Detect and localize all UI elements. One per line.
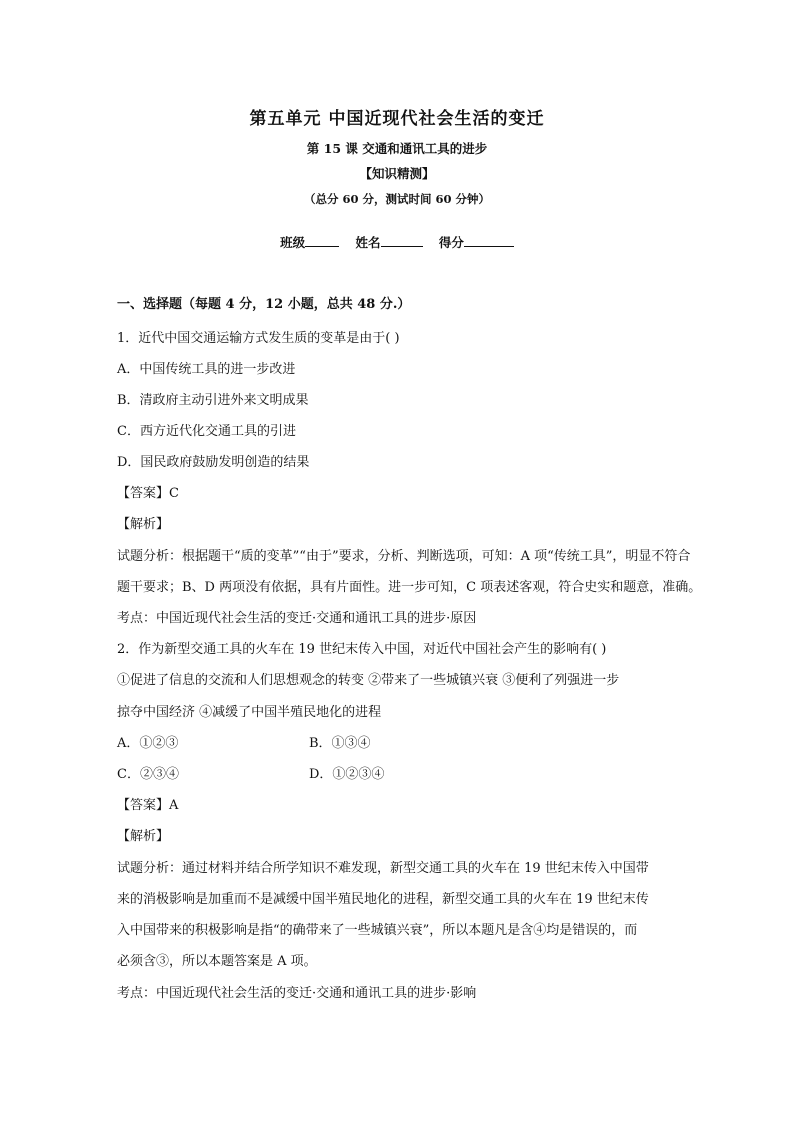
q1-option-b: B．清政府主动引进外来文明成果 (117, 393, 309, 408)
q1-stem: 1．近代中国交通运输方式发生质的变革是由于( ) (117, 331, 400, 346)
q2-option-b: B．①③④ (309, 736, 371, 751)
q2-option-a: A．①②③ (117, 736, 179, 751)
name-field[interactable] (355, 235, 422, 250)
q2-answer: 【答案】A (117, 798, 179, 813)
name-label: 姓名 (355, 235, 381, 250)
q1-analysis-line-2: 题干要求；B、D 两项没有依据，具有片面性。进一步可知，C 项表述客观，符合史实和题意，准确。 (117, 580, 702, 595)
q2-analysis-line-4: 必须含③，所以本题答案是 A 项。 (117, 954, 317, 969)
q2-analysis-line-1: 试题分析：通过材料并结合所学知识不难发现，新型交通工具的火车在 19 世纪末传入中国带 (117, 861, 649, 876)
q2-items-line-2: 掠夺中国经济 ④减缓了中国半殖民地化的进程 (117, 705, 382, 720)
q2-analysis-line-3: 入中国带来的积极影响是指“的确带来了一些城镇兴衰”，所以本题凡是含④均是错误的，而 (117, 923, 638, 938)
lesson-title: 第 15 课 交通和通讯工具的进步 (306, 141, 488, 156)
score-field[interactable] (439, 235, 514, 250)
q1-answer: 【答案】C (117, 486, 179, 501)
q2-items-line-1: ①促进了信息的交流和人们思想观念的转变 ②带来了一些城镇兴衰 ③便利了列强进一步 (117, 673, 620, 688)
class-field[interactable] (280, 235, 339, 250)
name-blank[interactable] (381, 235, 423, 247)
q1-option-d: D．国民政府鼓励发明创造的结果 (117, 455, 310, 470)
class-label: 班级 (280, 235, 306, 250)
q2-analysis-line-2: 来的消极影响是加重而不是减缓中国半殖民地化的进程，新型交通工具的火车在 19 世纪末传 (117, 892, 649, 907)
q1-option-a: A．中国传统工具的进一步改进 (117, 362, 296, 377)
class-blank[interactable] (305, 235, 339, 247)
q2-option-d: D．①②③④ (309, 767, 385, 782)
exam-meta: （总分 60 分，测试时间 60 分钟） (303, 192, 491, 206)
section-tag: 【知识精测】 (359, 166, 435, 181)
unit-title: 第五单元 中国近现代社会生活的变迁 (249, 109, 545, 129)
q1-analysis-line-1: 试题分析：根据题干“质的变革”“由于”要求，分析、判断选项，可知：A 项“传统工具”，明显不符合 (117, 549, 691, 564)
q2-option-c: C．②③④ (117, 767, 179, 782)
student-info-row (0, 233, 794, 251)
q1-kaodian: 考点：中国近现代社会生活的变迁·交通和通讯工具的进步·原因 (117, 611, 477, 626)
section-heading: 一、选择题（每题 4 分，12 小题，总共 48 分.） (117, 297, 411, 312)
q2-analysis-label: 【解析】 (117, 829, 170, 844)
q1-analysis-label: 【解析】 (117, 517, 170, 532)
q1-option-c: C．西方近代化交通工具的引进 (117, 424, 296, 439)
score-blank[interactable] (464, 235, 514, 247)
score-label: 得分 (438, 235, 464, 250)
q2-kaodian: 考点：中国近现代社会生活的变迁·交通和通讯工具的进步·影响 (117, 986, 477, 1001)
q2-stem: 2．作为新型交通工具的火车在 19 世纪末传入中国，对近代中国社会产生的影响有( ) (117, 642, 607, 657)
